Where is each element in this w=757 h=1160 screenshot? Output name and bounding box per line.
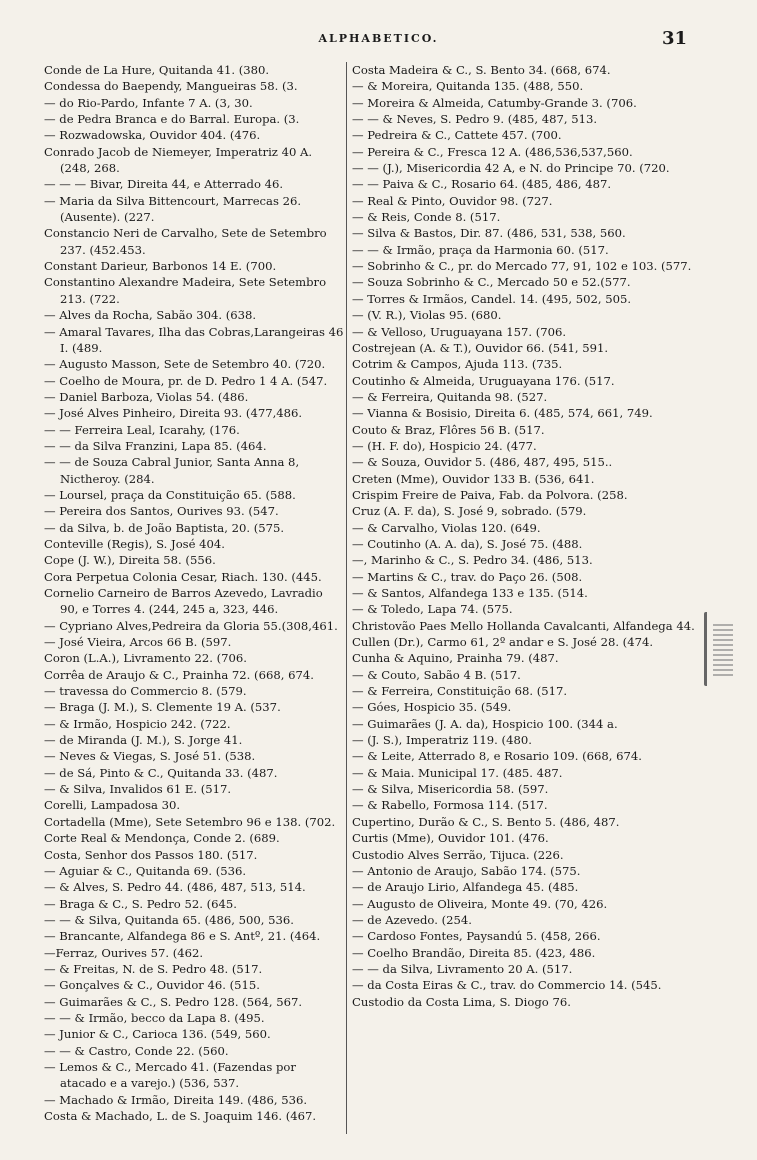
directory-entry: — & Rabello, Formosa 114. (517. xyxy=(352,798,548,813)
directory-entry: — Braga & C., S. Pedro 52. (645. xyxy=(44,896,237,911)
directory-entry: — Neves & Viegas, S. José 51. (538. xyxy=(44,749,256,764)
directory-entry: Creten (Mme), Ouvidor 133 B. (536, 641. xyxy=(352,471,595,486)
directory-entry: — de Araujo Lirio, Alfandega 45. (485. xyxy=(352,880,579,895)
column-divider xyxy=(346,62,347,1134)
directory-entry: — Braga (J. M.), S. Clemente 19 A. (537. xyxy=(44,700,281,715)
directory-entry: — Augusto Masson, Sete de Setembro 40. (720. xyxy=(44,357,326,372)
directory-entry: — Torres & Irmãos, Candel. 14. (495, 502, 505. xyxy=(352,291,632,306)
directory-entry: — & Velloso, Uruguayana 157. (706. xyxy=(352,324,567,339)
directory-entry: Couto & Braz, Flôres 56 B. (517. xyxy=(352,422,545,437)
directory-entry: Cortadella (Mme), Sete Setembro 96 e 138. (702. xyxy=(44,814,336,829)
library-stamp-mark xyxy=(704,612,739,686)
directory-entry: — & Freitas, N. de S. Pedro 48. (517. xyxy=(44,961,263,976)
directory-entry: — de Azevedo. (254. xyxy=(352,912,472,927)
directory-entry: — & Leite, Atterrado 8, e Rosario 109. (668, 674. xyxy=(352,749,642,764)
directory-entry: — & Silva, Misericordia 58. (597. xyxy=(352,782,549,797)
directory-entry: — Guimarães & C., S. Pedro 128. (564, 567. xyxy=(44,994,303,1009)
directory-entry: Cupertino, Durão & C., S. Bento 5. (486, 487. xyxy=(352,814,620,829)
directory-entry: Crispim Freire de Paiva, Fab. da Polvora. (258. xyxy=(352,487,628,502)
directory-entry: — da Costa Eiras & C., trav. do Commercio 14. (545. xyxy=(352,978,662,993)
directory-entry: — & Alves, S. Pedro 44. (486, 487, 513, 514. xyxy=(44,880,306,895)
directory-entry: — do Rio-Pardo, Infante 7 A. (3, 30. xyxy=(44,95,253,110)
directory-entry: — Gonçalves & C., Ouvidor 46. (515. xyxy=(44,978,260,993)
directory-entry: — & Maia. Municipal 17. (485. 487. xyxy=(352,765,563,780)
left-column xyxy=(44,62,344,1124)
directory-entry: — & Santos, Alfandega 133 e 135. (514. xyxy=(352,586,588,600)
directory-entry: Corte Real & Mendonça, Conde 2. (689. xyxy=(44,831,280,846)
directory-entry: Constant Darieur, Barbonos 14 E. (700. xyxy=(44,259,277,274)
directory-entry: Conde de La Hure, Quitanda 41. (380. xyxy=(44,63,270,77)
directory-entry: — & Ferreira, Quitanda 98. (527. xyxy=(352,389,548,404)
directory-entry: — Pereira dos Santos, Ourives 93. (547. xyxy=(44,504,279,519)
directory-entry: Costa, Senhor dos Passos 180. (517. xyxy=(44,847,258,862)
directory-entry: — Brancante, Alfandega 86 e S. Antº, 21. (464. xyxy=(44,929,321,944)
directory-entry: — de Sá, Pinto & C., Quitanda 33. (487. xyxy=(44,765,278,780)
directory-entry: — & Toledo, Lapa 74. (575. xyxy=(352,602,513,617)
directory-entry: Cruz (A. F. da), S. José 9, sobrado. (579. xyxy=(352,504,587,519)
directory-entry: — Guimarães (J. A. da), Hospicio 100. (344 a. xyxy=(352,716,618,731)
directory-entry: — Sobrinho & C., pr. do Mercado 77, 91, 102 e 103. (577. xyxy=(352,259,692,274)
directory-entry: — Pedreira & C., Cattete 457. (700. xyxy=(352,128,562,143)
directory-entry: Coron (L.A.), Livramento 22. (706. xyxy=(44,651,247,666)
directory-entry: — — & Neves, S. Pedro 9. (485, 487, 513. xyxy=(352,112,598,127)
directory-entry: Corrêa de Araujo & C., Prainha 72. (668, 674. xyxy=(44,667,314,682)
directory-entry: — & Irmão, Hospicio 242. (722. xyxy=(44,716,231,731)
directory-entry: Corelli, Lampadosa 30. xyxy=(44,798,181,813)
directory-entry: — — Ferreira Leal, Icarahy, (176. xyxy=(44,422,240,437)
directory-entry: — Alves da Rocha, Sabão 304. (638. xyxy=(44,308,257,323)
directory-entry: Cope (J. W.), Direita 58. (556. xyxy=(44,553,216,568)
directory-entry: Conrado Jacob de Niemeyer, Imperatriz 40 A. (248, 268. xyxy=(44,144,313,176)
right-column xyxy=(352,62,714,1010)
directory-entry: Cotrim & Campos, Ajuda 113. (735. xyxy=(352,357,563,372)
directory-entry: — — Paiva & C., Rosario 64. (485, 486, 487. xyxy=(352,177,612,192)
directory-entry: — Daniel Barboza, Violas 54. (486. xyxy=(44,389,249,404)
directory-entry: — Maria da Silva Bittencourt, Marrecas 26. (Ausente). (227. xyxy=(44,193,302,225)
directory-entry: — Aguiar & C., Quitanda 69. (536. xyxy=(44,863,247,878)
page-header xyxy=(0,28,757,54)
directory-entry: — Rozwadowska, Ouvidor 404. (476. xyxy=(44,128,261,143)
directory-entry: — Augusto de Oliveira, Monte 49. (70, 426. xyxy=(352,896,608,911)
page-number: 31 xyxy=(661,28,687,49)
directory-entry: — & Ferreira, Constituição 68. (517. xyxy=(352,684,568,699)
directory-entry: — & Reis, Conde 8. (517. xyxy=(352,210,501,225)
directory-entry: — — & Irmão, becco da Lapa 8. (495. xyxy=(44,1010,265,1025)
directory-entry: — Silva & Bastos, Dir. 87. (486, 531, 538, 560. xyxy=(352,226,626,241)
directory-entry: Cornelio Carneiro de Barros Azevedo, Lavradio 90, e Torres 4. (244, 245 a, 323, 446. xyxy=(44,586,323,617)
directory-entry: Custodio Alves Serrão, Tijuca. (226. xyxy=(352,847,564,862)
directory-entry: Costa Madeira & C., S. Bento 34. (668, 674. xyxy=(352,63,611,77)
directory-entry: — José Vieira, Arcos 66 B. (597. xyxy=(44,635,232,650)
directory-entry: — Martins & C., trav. do Paço 26. (508. xyxy=(352,569,583,584)
running-title: ALPHABETICO. xyxy=(318,32,439,45)
directory-entry: — travessa do Commercio 8. (579. xyxy=(44,684,247,699)
directory-entry: — Cardoso Fontes, Paysandú 5. (458, 266. xyxy=(352,929,601,944)
directory-entry: Constancio Neri de Carvalho, Sete de Setembro 237. (452.453. xyxy=(44,226,327,257)
directory-entry: — Souza Sobrinho & C., Mercado 50 e 52.(577. xyxy=(352,275,631,290)
directory-entry: Constantino Alexandre Madeira, Sete Setembro 213. (722. xyxy=(44,275,327,306)
directory-entry: Cora Perpetua Colonia Cesar, Riach. 130. (445. xyxy=(44,569,322,584)
directory-entry: Christovão Paes Mello Hollanda Cavalcanti, Alfandega 44. xyxy=(352,618,695,633)
directory-entry: Custodio da Costa Lima, S. Diogo 76. xyxy=(352,994,571,1009)
directory-entry: — Antonio de Araujo, Sabão 174. (575. xyxy=(352,863,581,878)
directory-entry: — — & Silva, Quitanda 65. (486, 500, 536. xyxy=(44,912,294,927)
directory-entry: — José Alves Pinheiro, Direita 93. (477,486. xyxy=(44,406,303,421)
directory-entry: Condessa do Baependy, Mangueiras 58. (3. xyxy=(44,79,298,94)
directory-entry: —, Marinho & C., S. Pedro 34. (486, 513. xyxy=(352,553,593,568)
directory-entry: — (V. R.), Violas 95. (680. xyxy=(352,308,502,323)
directory-entry: Conteville (Regis), S. José 404. xyxy=(44,536,225,551)
directory-entry: — — — Bivar, Direita 44, e Atterrado 46. xyxy=(44,177,284,192)
directory-entry: — Góes, Hospicio 35. (549. xyxy=(352,700,512,715)
directory-entry: Costrejean (A. & T.), Ouvidor 66. (541, 591. xyxy=(352,340,609,355)
directory-entry: — Coutinho (A. A. da), S. José 75. (488. xyxy=(352,536,583,551)
directory-entry: Costa & Machado, L. de S. Joaquim 146. (467. xyxy=(44,1109,317,1123)
directory-entry: — Real & Pinto, Ouvidor 98. (727. xyxy=(352,193,553,208)
directory-entry: — & Carvalho, Violas 120. (649. xyxy=(352,520,541,535)
directory-entry: — & Silva, Invalidos 61 E. (517. xyxy=(44,782,232,797)
directory-entry: — (H. F. do), Hospicio 24. (477. xyxy=(352,438,537,453)
directory-entry: —Ferraz, Ourives 57. (462. xyxy=(44,945,204,960)
directory-entry: — — & Irmão, praça da Harmonia 60. (517. xyxy=(352,242,609,257)
directory-entry: — & Souza, Ouvidor 5. (486, 487, 495, 515.. xyxy=(352,455,613,470)
directory-entry: — (J. S.), Imperatriz 119. (480. xyxy=(352,733,532,748)
directory-entry: — Loursel, praça da Constituição 65. (588. xyxy=(44,487,296,502)
directory-entry: — da Silva, b. de João Baptista, 20. (575. xyxy=(44,520,285,535)
directory-entry: — Coelho Brandão, Direita 85. (423, 486. xyxy=(352,945,596,960)
directory-entry: — Lemos & C., Mercado 41. (Fazendas por atacado e a varejo.) (536, 537. xyxy=(44,1059,296,1091)
directory-entry: — Cypriano Alves,Pedreira da Gloria 55.(308,461. xyxy=(44,618,338,633)
directory-entry: — Amaral Tavares, Ilha das Cobras,Larangeiras 46 I. (489. xyxy=(44,324,344,355)
directory-entry: — Junior & C., Carioca 136. (549, 560. xyxy=(44,1027,271,1042)
directory-entry: — & Couto, Sabão 4 B. (517. xyxy=(352,667,521,682)
directory-entry: Coutinho & Almeida, Uruguayana 176. (517. xyxy=(352,373,615,388)
directory-entry: — — & Castro, Conde 22. (560. xyxy=(44,1043,229,1058)
directory-entry: — Coelho de Moura, pr. de D. Pedro 1 4 A. (547. xyxy=(44,373,328,388)
directory-entry: — — de Souza Cabral Junior, Santa Anna 8, Nictheroy. (284. xyxy=(44,455,300,486)
directory-entry: — de Miranda (J. M.), S. Jorge 41. xyxy=(44,733,243,748)
directory-entry: — — (J.), Misericordia 42 A, e N. do Principe 70. (720. xyxy=(352,161,670,176)
directory-entry: — — da Silva, Livramento 20 A. (517. xyxy=(352,961,573,976)
directory-entry: Cullen (Dr.), Carmo 61, 2º andar e S. José 28. (474. xyxy=(352,635,654,650)
directory-entry: — Vianna & Bosisio, Direita 6. (485, 574, 661, 749. xyxy=(352,406,653,421)
directory-entry: — — da Silva Franzini, Lapa 85. (464. xyxy=(44,438,267,453)
directory-entry: — Machado & Irmão, Direita 149. (486, 536. xyxy=(44,1092,308,1107)
directory-entry: — Moreira & Almeida, Catumby-Grande 3. (706. xyxy=(352,95,637,110)
directory-entry: — de Pedra Branca e do Barral. Europa. (3. xyxy=(44,112,300,127)
directory-entry: — & Moreira, Quitanda 135. (488, 550. xyxy=(352,79,584,94)
directory-entry: — Pereira & C., Fresca 12 A. (486,536,537,560. xyxy=(352,144,633,159)
directory-entry: Curtis (Mme), Ouvidor 101. (476. xyxy=(352,831,549,846)
directory-entry: Cunha & Aquino, Prainha 79. (487. xyxy=(352,651,559,666)
